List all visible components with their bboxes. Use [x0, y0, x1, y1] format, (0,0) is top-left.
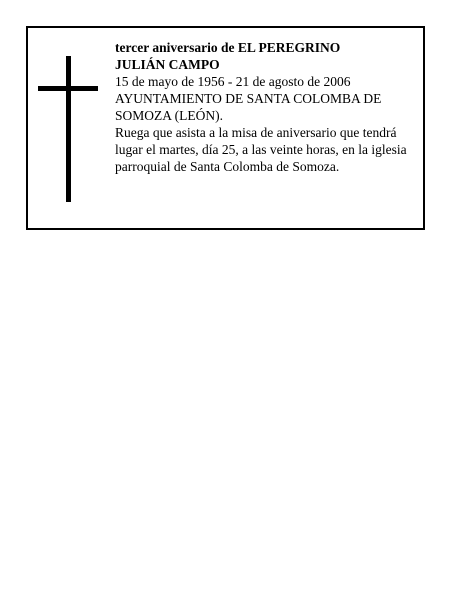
notice-text [115, 39, 420, 175]
cross-icon [38, 56, 98, 202]
cross-vertical-bar [66, 56, 71, 202]
life-dates: 15 de mayo de 1956 - 21 de agosto de 2006 [115, 74, 351, 89]
organization: AYUNTAMIENTO DE SANTA COLOMBA DE SOMOZA (LEÓN). [115, 91, 382, 123]
deceased-name: JULIÁN CAMPO [115, 57, 220, 72]
notice-heading: tercer aniversario de EL PEREGRINO [115, 40, 341, 55]
cross-horizontal-bar [38, 86, 98, 91]
obituary-notice [26, 26, 425, 230]
mass-message: Ruega que asista a la misa de aniversario que tendrá lugar el martes, día 25, a las veinte horas, en la iglesia parroquial de Santa Colomba de Somoza. [115, 125, 407, 174]
